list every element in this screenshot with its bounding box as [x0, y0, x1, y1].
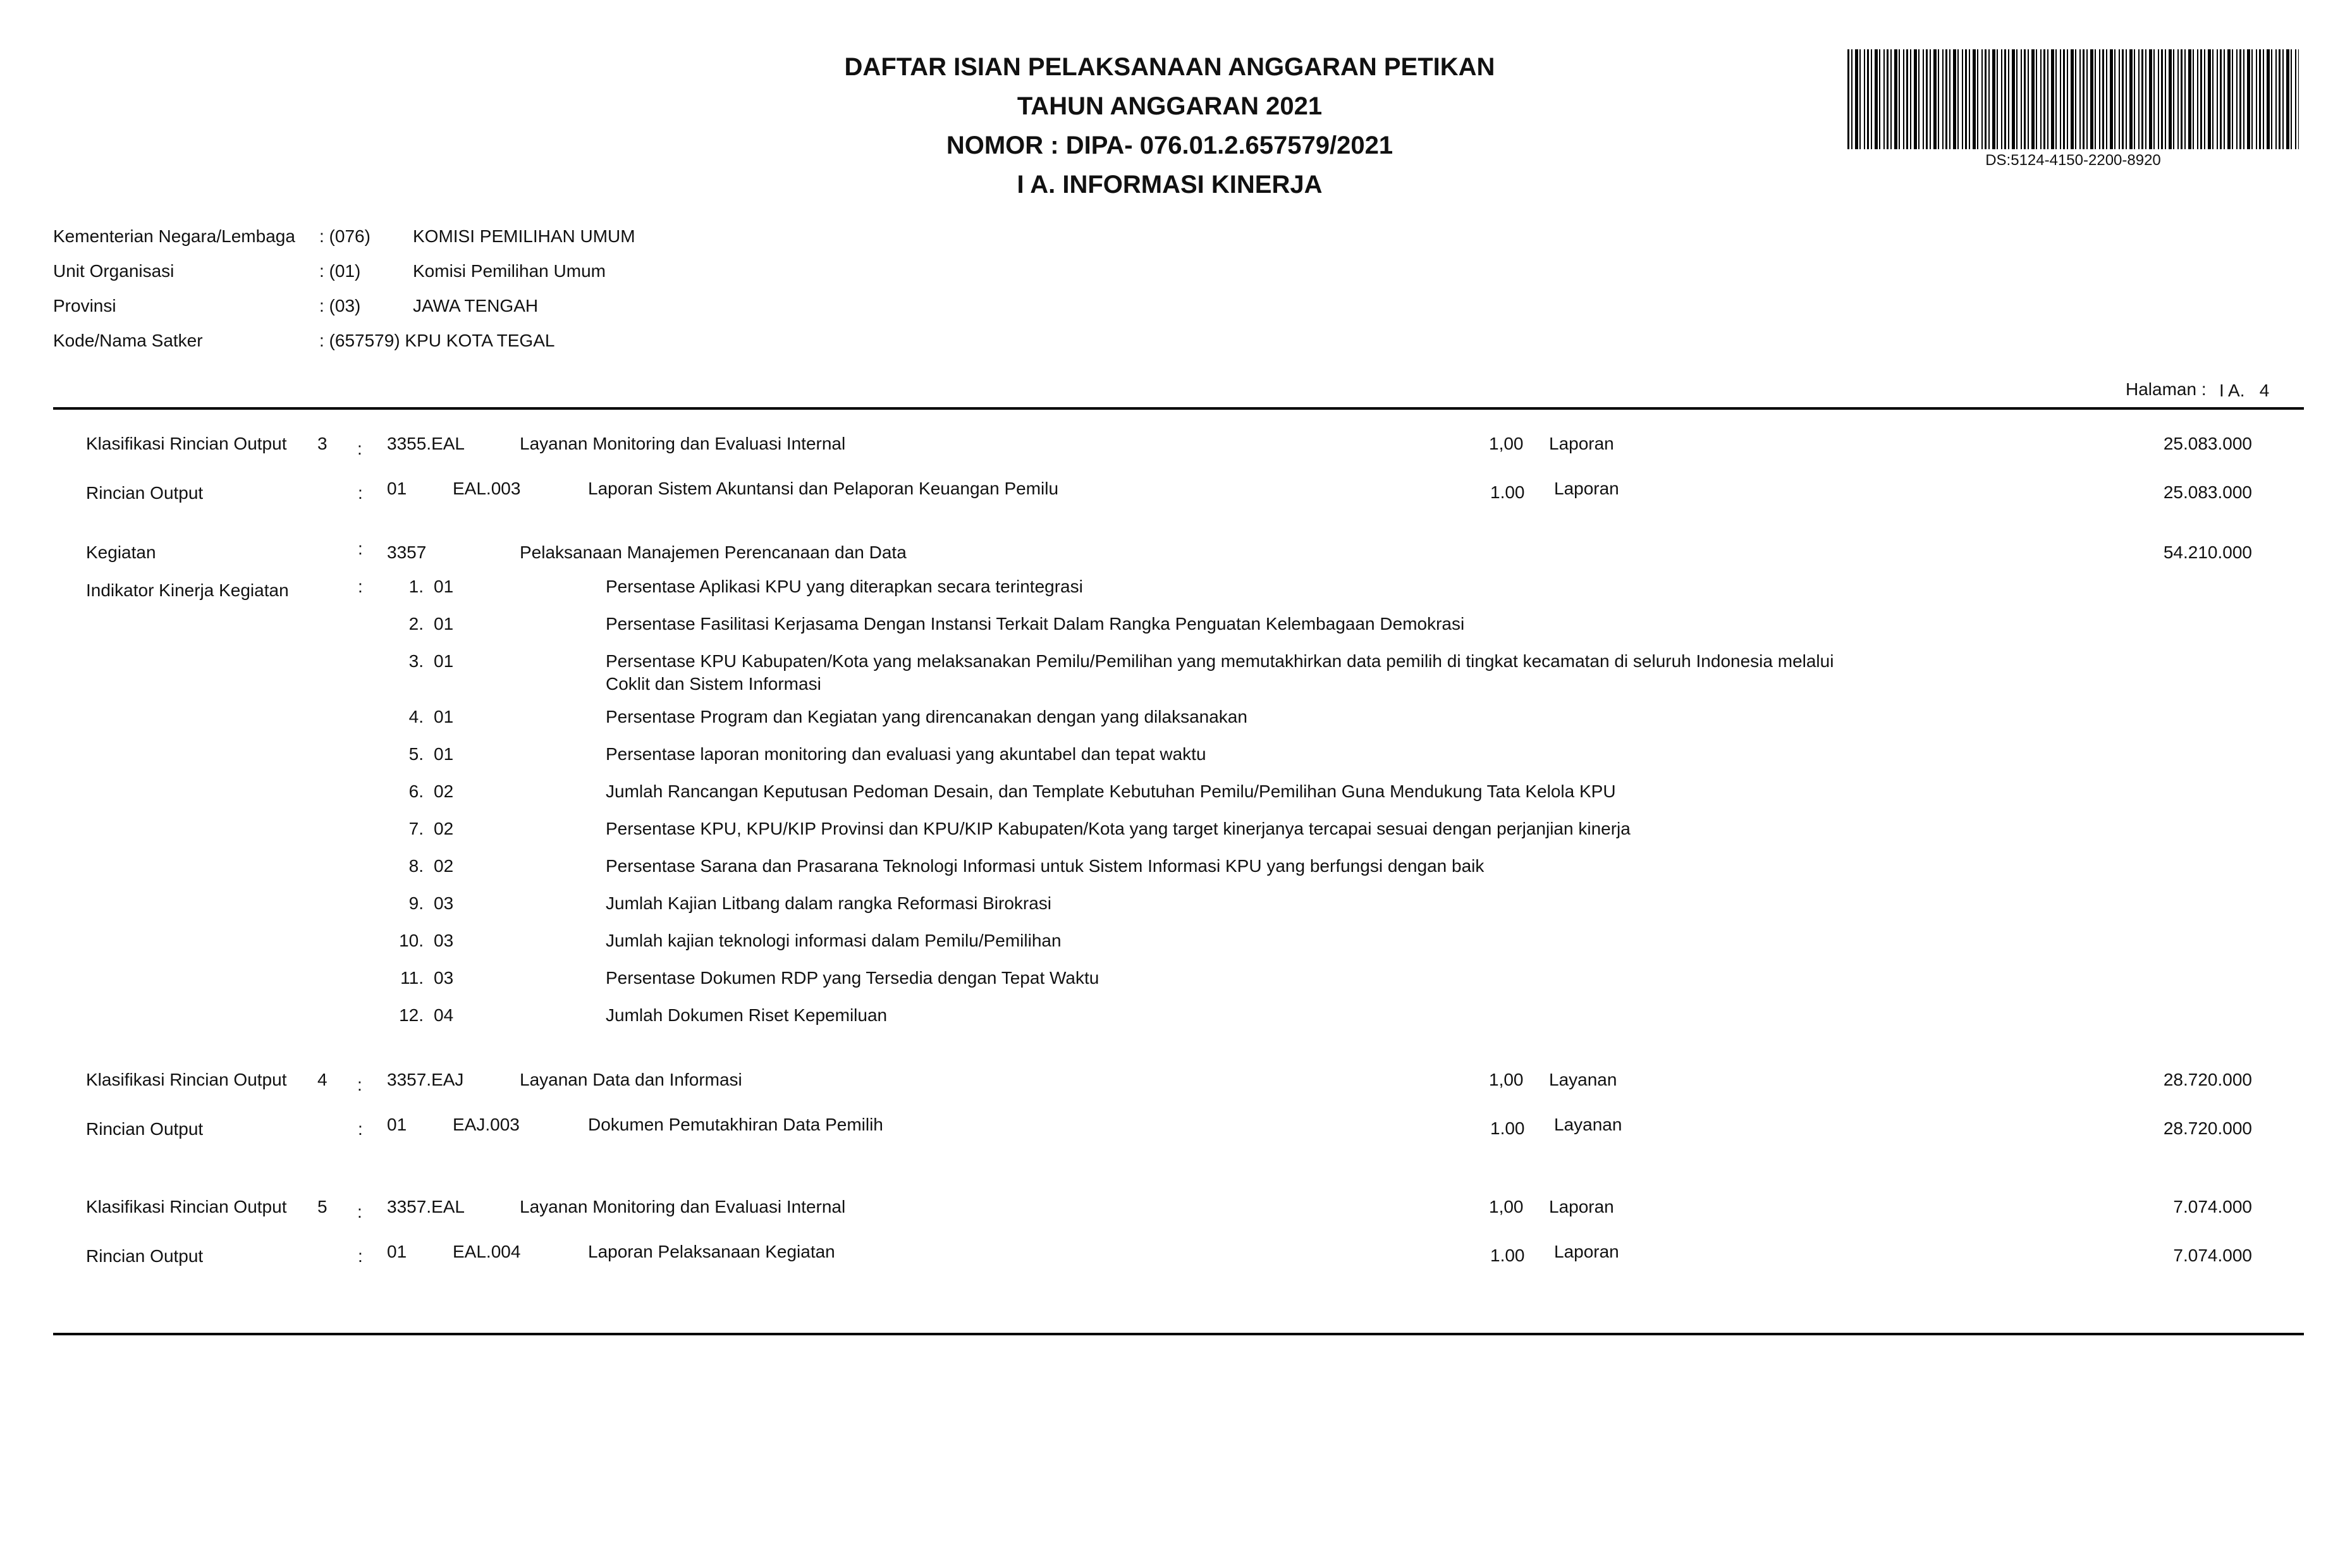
indicator-number: 9. — [408, 893, 424, 913]
indicator-text: Jumlah Rancangan Keputusan Pedoman Desain, dan Template Kebutuhan Pemilu/Pemilihan Guna Mendukung Tata Kelola KPU — [606, 781, 1616, 801]
indicator-number: 1. — [408, 577, 424, 596]
ro-code: EAL.003 — [453, 479, 521, 498]
identity-name: JAWA TENGAH — [413, 296, 539, 315]
indicator-code: 01 — [434, 707, 454, 726]
colon: : — [358, 539, 363, 558]
indicator-number: 3. — [408, 651, 424, 671]
section-title: I A. INFORMASI KINERJA — [1017, 171, 1323, 199]
fiscal-year-title: TAHUN ANGGARAN 2021 — [1017, 92, 1323, 120]
indicator-text: Persentase KPU, KPU/KIP Provinsi dan KPU/KIP Kabupaten/Kota yang target kinerjanya tercapai sesuai dengan perjanjian kinerja — [606, 819, 1631, 838]
kro-code: 3357.EAL — [387, 1197, 465, 1216]
ro-name: Laporan Pelaksanaan Kegiatan — [588, 1242, 835, 1261]
indicator-text: Persentase Sarana dan Prasarana Teknologi Informasi untuk Sistem Informasi KPU yang berfungsi dengan baik — [606, 856, 1485, 876]
indicator-text: Jumlah Kajian Litbang dalam rangka Reformasi Birokrasi — [606, 893, 1052, 913]
indicator-number: 12. — [399, 1005, 424, 1025]
page-number: I A. 4 — [2219, 381, 2270, 400]
indicator-number: 6. — [408, 781, 424, 801]
identity-label: Unit Organisasi — [53, 261, 174, 281]
indicator-code: 02 — [434, 856, 454, 876]
activity-label: Kegiatan — [86, 542, 156, 562]
indicator-code: 03 — [434, 931, 454, 950]
indicator-code: 01 — [434, 651, 454, 671]
indicator-text: Persentase KPU Kabupaten/Kota yang melaksanakan Pemilu/Pemilihan yang memutakhirkan data pemilih di tingkat kecamatan di seluruh Indonesia melalui — [606, 651, 1834, 671]
kro-name: Layanan Monitoring dan Evaluasi Internal — [520, 434, 846, 453]
ro-unit: Layanan — [1554, 1115, 1622, 1134]
identity-name: Komisi Pemilihan Umum — [413, 261, 606, 281]
kro-label: Klasifikasi Rincian Output — [86, 1070, 287, 1089]
colon: : — [357, 1075, 362, 1094]
kro-number: 4 — [317, 1070, 328, 1089]
indicator-code: 01 — [434, 744, 454, 764]
kro-amount: 28.720.000 — [2163, 1070, 2252, 1089]
ro-number: 01 — [387, 1242, 407, 1261]
indicator-text-continued: Coklit dan Sistem Informasi — [606, 674, 821, 694]
indicator-text: Jumlah Dokumen Riset Kepemiluan — [606, 1005, 888, 1025]
identity-code: : (03) — [319, 296, 361, 315]
kro-amount: 7.074.000 — [2173, 1197, 2252, 1216]
ro-volume: 1.00 — [1490, 482, 1525, 502]
barcode-code: DS:5124-4150-2200-8920 — [1985, 152, 2161, 169]
barcode-image — [1847, 49, 2299, 149]
indicator-number: 4. — [408, 707, 424, 726]
colon: : — [358, 577, 363, 596]
indicator-section-label: Indikator Kinerja Kegiatan — [86, 580, 289, 600]
kro-label: Klasifikasi Rincian Output — [86, 1197, 287, 1216]
colon: : — [357, 439, 362, 458]
page-label: Halaman : — [2126, 379, 2207, 399]
identity-label: Provinsi — [53, 296, 116, 315]
activity-amount: 54.210.000 — [2163, 542, 2252, 562]
indicator-code: 03 — [434, 893, 454, 913]
kro-unit: Laporan — [1549, 1197, 1614, 1216]
ro-code: EAJ.003 — [453, 1115, 520, 1134]
identity-label: Kode/Nama Satker — [53, 331, 203, 350]
indicator-number: 11. — [400, 968, 424, 988]
identity-label: Kementerian Negara/Lembaga — [53, 226, 295, 246]
kro-unit: Layanan — [1549, 1070, 1617, 1089]
indicator-code: 02 — [434, 819, 454, 838]
identity-code: : (01) — [319, 261, 361, 281]
ro-unit: Laporan — [1554, 479, 1619, 498]
colon: : — [357, 1202, 362, 1222]
colon: : — [358, 483, 363, 503]
kro-volume: 1,00 — [1489, 434, 1524, 453]
ro-amount: 28.720.000 — [2163, 1118, 2252, 1138]
indicator-number: 2. — [408, 614, 424, 634]
identity-code: : (657579) KPU KOTA TEGAL — [319, 331, 555, 350]
kro-number: 3 — [317, 434, 328, 453]
dipa-number-title: NOMOR : DIPA- 076.01.2.657579/2021 — [946, 132, 1393, 159]
ro-volume: 1.00 — [1490, 1246, 1525, 1265]
ro-code: EAL.004 — [453, 1242, 521, 1261]
kro-unit: Laporan — [1549, 434, 1614, 453]
indicator-number: 8. — [408, 856, 424, 876]
indicator-text: Jumlah kajian teknologi informasi dalam Pemilu/Pemilihan — [606, 931, 1062, 950]
indicator-text: Persentase Fasilitasi Kerjasama Dengan Instansi Terkait Dalam Rangka Penguatan Kelembagaan Demokrasi — [606, 614, 1465, 634]
indicator-code: 04 — [434, 1005, 454, 1025]
identity-code: : (076) — [319, 226, 370, 246]
kro-amount: 25.083.000 — [2163, 434, 2252, 453]
ro-label: Rincian Output — [86, 1246, 204, 1266]
indicator-code: 01 — [434, 577, 454, 596]
indicator-code: 03 — [434, 968, 454, 988]
activity-code: 3357 — [387, 542, 427, 562]
kro-volume: 1,00 — [1489, 1070, 1524, 1089]
ro-name: Laporan Sistem Akuntansi dan Pelaporan Keuangan Pemilu — [588, 479, 1059, 498]
bottom-divider — [53, 1333, 2304, 1335]
document-title: DAFTAR ISIAN PELAKSANAAN ANGGARAN PETIKAN — [844, 53, 1495, 81]
activity-name: Pelaksanaan Manajemen Perencanaan dan Data — [520, 542, 907, 562]
ro-unit: Laporan — [1554, 1242, 1619, 1261]
indicator-code: 01 — [434, 614, 454, 634]
indicator-text: Persentase Dokumen RDP yang Tersedia dengan Tepat Waktu — [606, 968, 1099, 988]
indicator-number: 5. — [408, 744, 424, 764]
indicator-text: Persentase Aplikasi KPU yang diterapkan secara terintegrasi — [606, 577, 1083, 596]
ro-amount: 25.083.000 — [2163, 482, 2252, 502]
ro-amount: 7.074.000 — [2173, 1246, 2252, 1265]
ro-name: Dokumen Pemutakhiran Data Pemilih — [588, 1115, 883, 1134]
ro-number: 01 — [387, 1115, 407, 1134]
indicator-number: 10. — [399, 931, 424, 950]
indicator-number: 7. — [408, 819, 424, 838]
colon: : — [358, 1246, 363, 1266]
colon: : — [358, 1119, 363, 1139]
indicator-text: Persentase laporan monitoring dan evaluasi yang akuntabel dan tepat waktu — [606, 744, 1206, 764]
indicator-code: 02 — [434, 781, 454, 801]
identity-name: KOMISI PEMILIHAN UMUM — [413, 226, 635, 246]
kro-label: Klasifikasi Rincian Output — [86, 434, 287, 453]
ro-number: 01 — [387, 479, 407, 498]
top-divider — [53, 407, 2304, 410]
kro-code: 3357.EAJ — [387, 1070, 464, 1089]
ro-label: Rincian Output — [86, 1119, 204, 1139]
ro-label: Rincian Output — [86, 483, 204, 503]
kro-name: Layanan Monitoring dan Evaluasi Internal — [520, 1197, 846, 1216]
kro-number: 5 — [317, 1197, 328, 1216]
ro-volume: 1.00 — [1490, 1118, 1525, 1138]
kro-volume: 1,00 — [1489, 1197, 1524, 1216]
indicator-text: Persentase Program dan Kegiatan yang direncanakan dengan yang dilaksanakan — [606, 707, 1247, 726]
kro-code: 3355.EAL — [387, 434, 465, 453]
kro-name: Layanan Data dan Informasi — [520, 1070, 742, 1089]
